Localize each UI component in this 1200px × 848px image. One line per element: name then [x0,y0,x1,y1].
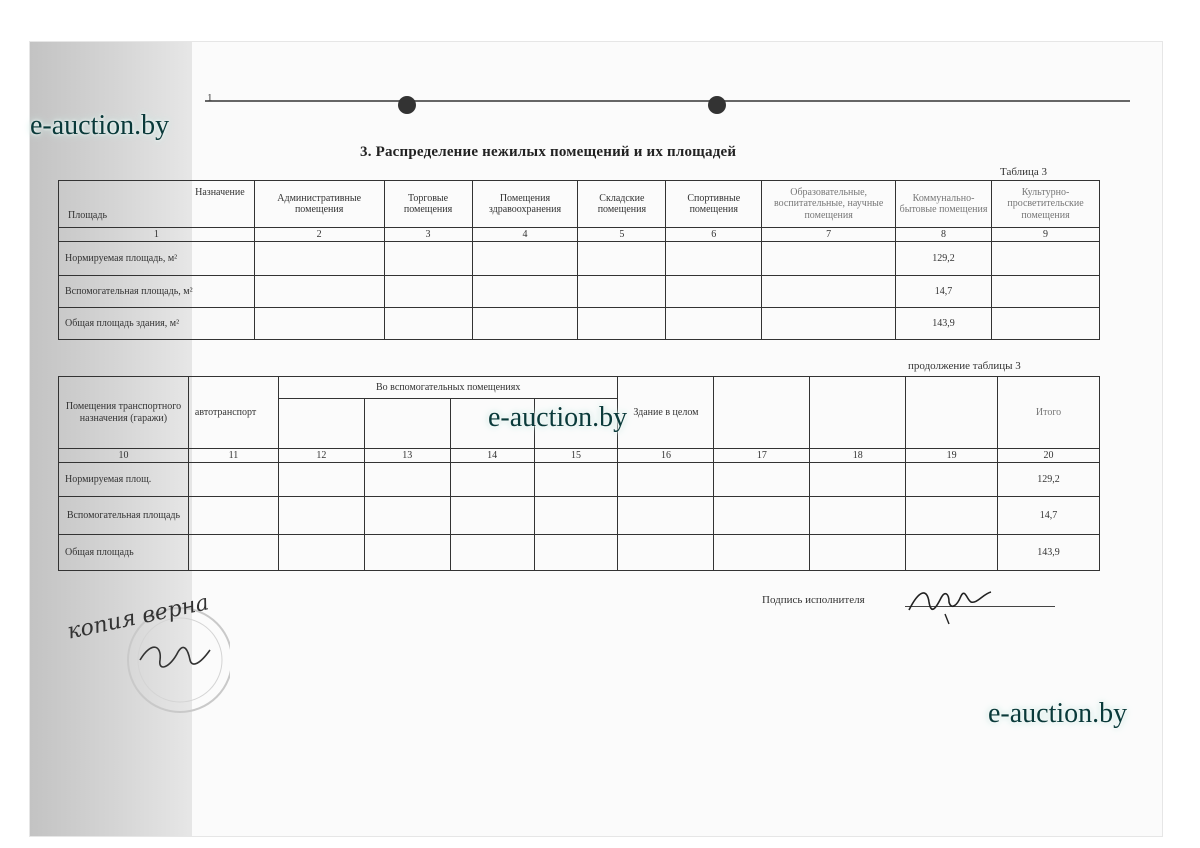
table-cell [810,497,906,535]
row-label: Общая площадь [59,535,189,571]
table-cell [278,463,364,497]
table-cell [992,308,1100,340]
col-number: 4 [472,228,578,242]
col-header: Торговые помещения [384,181,472,228]
col-number: 10 [59,449,189,463]
col-header: Помещения здравоохранения [472,181,578,228]
table-cell [992,276,1100,308]
top-rule [205,100,1130,102]
col-number: 3 [384,228,472,242]
table-continuation-caption: продолжение таблицы 3 [908,360,1021,372]
table-cell [762,308,896,340]
table-nonresidential-areas [58,180,1100,340]
table-cell [618,535,714,571]
row-label: Нормируемая площадь, м² [59,242,255,276]
table-cell [364,463,450,497]
col-number: 12 [278,449,364,463]
table-cell [188,497,278,535]
row-label: Нормируемая площ. [59,463,189,497]
col-number: 9 [992,228,1100,242]
col-number: 19 [906,449,998,463]
table-cell [278,535,364,571]
col-number: 18 [810,449,906,463]
table-cell [578,308,666,340]
table-cell [384,276,472,308]
table-cell [906,535,998,571]
corner-top-label: Назначение [195,187,245,198]
col-number: 7 [762,228,896,242]
table-cell [364,497,450,535]
table-cell [762,276,896,308]
col-number: 14 [450,449,534,463]
col-header: Административные помещения [254,181,384,228]
table-cell [450,497,534,535]
certification-stamp [60,590,230,720]
table-cell [254,276,384,308]
col-header: Культурно-просветительские помещения [992,181,1100,228]
row-label: Вспомогательная площадь, м² [59,276,255,308]
table-cell [666,242,762,276]
table-cell: 143,9 [896,308,992,340]
table-row [59,276,1100,308]
table-cell [450,535,534,571]
corner-bottom-label: Площадь [68,209,107,221]
table-row [59,308,1100,340]
table-cell [472,242,578,276]
table-cell [384,242,472,276]
col-number: 11 [188,449,278,463]
punch-hole [398,96,416,114]
col-header: Складские помещения [578,181,666,228]
col-header-building: Здание в целом [618,377,714,449]
table-cell [534,535,618,571]
signature-scrawl [905,580,995,626]
table-cell [810,463,906,497]
col-header-total: Итого [998,377,1100,449]
table-cell [188,463,278,497]
col-header: Образовательные, воспитательные, научные помещения [762,181,896,228]
col-number: 5 [578,228,666,242]
col-header: Спортивные помещения [666,181,762,228]
table-row [59,535,1100,571]
table-cell [762,242,896,276]
table-cell: 129,2 [896,242,992,276]
col-header: Коммунально-бытовые помещения [896,181,992,228]
table-cell [810,535,906,571]
col-number: 6 [666,228,762,242]
subheader-cell [364,399,450,449]
table-cell [254,308,384,340]
table-cell [384,308,472,340]
punch-hole [708,96,726,114]
col-number: 17 [714,449,810,463]
table-cell: 14,7 [998,497,1100,535]
table-cell [714,497,810,535]
table-cell [714,463,810,497]
table-row [59,463,1100,497]
table-caption: Таблица 3 [1000,166,1048,178]
table-cell [534,497,618,535]
col-number: 13 [364,449,450,463]
col-header-empty [906,377,998,449]
table-row [59,497,1100,535]
table-cell [906,463,998,497]
table-cell: 143,9 [998,535,1100,571]
col-header-empty [714,377,810,449]
col-number: 8 [896,228,992,242]
corner-cell [59,181,255,228]
table-cell [450,463,534,497]
table-cell [472,276,578,308]
col-number: 16 [618,449,714,463]
table-row [59,242,1100,276]
table-cell [188,535,278,571]
col-number: 20 [998,449,1100,463]
watermark: e-auction.by [30,110,170,141]
section-title: 3. Распределение нежилых помещений и их площадей [360,144,737,160]
table-cell [618,463,714,497]
table-cell [278,497,364,535]
table-cell: 14,7 [896,276,992,308]
column-number-row [59,449,1100,463]
signature-label: Подпись исполнителя [762,594,865,606]
table-cell [254,242,384,276]
col-number: 15 [534,449,618,463]
col-number: 2 [254,228,384,242]
group-header-aux: Во вспомогательных помещениях [278,377,618,399]
table-cell [534,463,618,497]
subheader-cell [278,399,364,449]
table-cell [364,535,450,571]
table-cell [992,242,1100,276]
row-label: Вспомогательная площадь [59,497,189,535]
table-cell [666,308,762,340]
col-header-garage: Помещения транспортного назначения (гаражи) [59,377,189,449]
col-header-auto: автотранспорт [188,377,278,449]
col-number: 1 [59,228,255,242]
watermark: e-auction.by [988,698,1128,729]
table-cell [666,276,762,308]
table-cell: 129,2 [998,463,1100,497]
table-header-row [59,377,1100,399]
table-cell [906,497,998,535]
watermark: e-auction.by [488,402,628,433]
column-number-row [59,228,1100,242]
table-cell [578,276,666,308]
row-label: Общая площадь здания, м² [59,308,255,340]
table-cell [578,242,666,276]
table-cell [472,308,578,340]
table-cell [714,535,810,571]
col-header-empty [810,377,906,449]
table-cell [618,497,714,535]
page-number: 1 [207,92,213,104]
table-header-row [59,181,1100,228]
certification-handwriting: копия верна [65,590,212,645]
